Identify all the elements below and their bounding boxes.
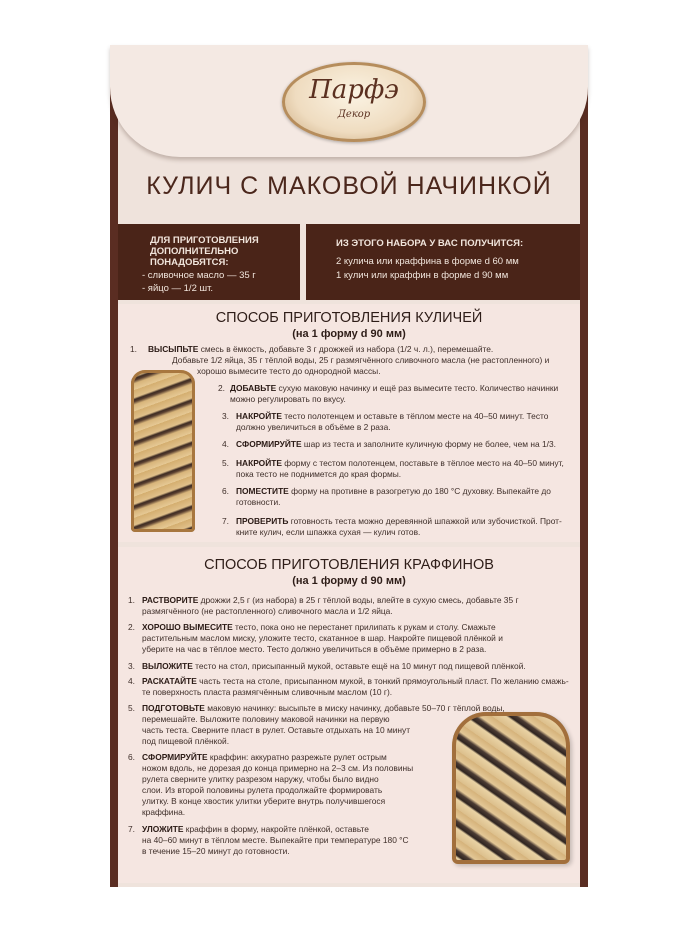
- step-number: 1.: [128, 595, 135, 605]
- kulich-step-6-line-1: [236, 486, 551, 497]
- kulich-heading: СПОСОБ ПРИГОТОВЛЕНИЯ КУЛИЧЕЙ: [215, 310, 483, 326]
- step-text: часть теста на столе, присыпанном мукой, в тонкий прямоугольный пласт. По желанию смажь-: [196, 676, 569, 686]
- yield-block: [306, 224, 580, 300]
- ingredients-needed-block: [118, 224, 300, 300]
- step-text: шар из теста и заполните куличную форму не более, чем на 1/3.: [301, 439, 556, 449]
- step-verb: РАСТВОРИТЕ: [142, 595, 199, 605]
- kraffin-subheading: (на 1 форму d 90 мм): [292, 575, 406, 587]
- step-number: 6.: [128, 752, 135, 762]
- step-text: сухую маковую начинку и ещё раз вымесите тесто. Количество начинки: [276, 383, 559, 393]
- kulich-bread-photo: [131, 370, 195, 532]
- step-text: краффин: аккуратно разрежьте рулет острым: [207, 752, 387, 762]
- kraffin-step-7-line-1: [142, 824, 369, 835]
- kraffin-step-7-line-3: в течение 15–20 минут до готовности.: [142, 846, 290, 856]
- kulich-subheading: (на 1 форму d 90 мм): [292, 328, 406, 340]
- step-number: 4.: [128, 676, 135, 686]
- kulich-step-4-line-1: [236, 439, 556, 450]
- step-number: 2.: [128, 622, 135, 632]
- kraffin-step-2-line-3: уберите на час в тёплое место. Тесто должно увеличиться в объёме примерно в 2 раза.: [142, 644, 487, 654]
- step-text: форму с тестом полотенцем, поставьте в тёплое место на 40–50 минут,: [281, 458, 564, 468]
- step-verb: ДОБАВЬТЕ: [230, 383, 277, 393]
- box-side-left: [110, 45, 118, 887]
- kraffin-bread-photo: [452, 712, 570, 864]
- step-text: маковую начинку: высыпьте в миску начинку, добавьте 50–70 г тёплой воды,: [204, 703, 505, 713]
- kraffin-step-6-line-4: слои. Из второй половины рулета продолжайте формировать: [142, 785, 383, 795]
- product-title: КУЛИЧ С МАКОВОЙ НАЧИНКОЙ: [146, 172, 552, 200]
- step-verb: РАСКАТАЙТЕ: [142, 676, 197, 686]
- step-number: 5.: [128, 703, 135, 713]
- step-number: 5.: [222, 458, 229, 468]
- kraffin-step-6-line-2: ножом вдоль, не дорезая до конца примерно на 2–3 см. Из половины: [142, 763, 414, 773]
- kulich-step-5-line-2: пока тесто не поднимется до края формы.: [236, 469, 402, 479]
- step-text: тесто на стол, присыпанный мукой, оставьте ещё на 10 минут под пищевой плёнкой.: [192, 661, 526, 671]
- step-verb: ПРОВЕРИТЬ: [236, 516, 289, 526]
- step-text: тесто полотенцем и оставьте в тёплом месте на 40–50 минут. Тесто: [281, 411, 549, 421]
- kraffin-step-5-line-2: перемешайте. Выложите половину маковой начинки на первую: [142, 714, 390, 724]
- step-verb: НАКРОЙТЕ: [236, 411, 282, 421]
- needed-heading-line-2: ДОПОЛНИТЕЛЬНО: [150, 246, 239, 257]
- kulich-step-7-line-1: [236, 516, 562, 527]
- step-verb: ПОМЕСТИТЕ: [236, 486, 289, 496]
- kraffin-step-2-line-2: растительным маслом миску, уложите тесто, скатанное в шар. Накройте пищевой плёнкой и: [142, 633, 503, 643]
- step-number: 3.: [128, 661, 135, 671]
- needed-heading-line-1: ДЛЯ ПРИГОТОВЛЕНИЯ: [150, 235, 259, 246]
- needed-heading-line-3: ПОНАДОБЯТСЯ:: [150, 257, 229, 268]
- kraffin-step-5-line-4: под пищевой плёнкой.: [142, 736, 230, 746]
- step-text: смесь в ёмкость, добавьте 3 г дрожжей из набора (1/2 ч. л.), перемешайте.: [198, 344, 494, 354]
- step-text: краффин в форму, накройте плёнкой, оставьте: [183, 824, 369, 834]
- step-verb: СФОРМИРУЙТЕ: [236, 439, 302, 449]
- kulich-step-5-line-1: [236, 458, 564, 469]
- kraffin-step-4-line-2: те поверхность пласта размягчённым сливочным маслом (10 г).: [142, 687, 393, 697]
- logo-sub-text: Декор: [337, 109, 371, 120]
- kraffin-step-6-line-5: улитку. В конце хвостик улитки уберите внутрь получившегося: [142, 796, 386, 806]
- step-number: 7.: [222, 516, 229, 526]
- kraffin-step-1-line-2: размягчённого (не растопленного) сливочного масла и 1/2 яйца.: [142, 606, 393, 616]
- kulich-step-1-line-2: Добавьте 1/2 яйца, 35 г тёплой воды, 25 г размягчённого сливочного масла (не растопленного) и: [172, 355, 550, 365]
- kraffin-step-1-line-1: [142, 595, 519, 606]
- kraffin-step-6-line-1: [142, 752, 387, 763]
- step-number: 1.: [130, 344, 137, 354]
- step-verb: УЛОЖИТЕ: [142, 824, 184, 834]
- kulich-step-6-line-2: готовности.: [236, 497, 281, 507]
- kraffin-heading: СПОСОБ ПРИГОТОВЛЕНИЯ КРАФФИНОВ: [204, 557, 494, 573]
- kulich-step-2-line-1: [230, 383, 558, 394]
- kraffin-step-3-line-1: [142, 661, 526, 672]
- step-text: готовность теста можно деревянной шпажкой или зубочисткой. Прот-: [288, 516, 562, 526]
- step-number: 7.: [128, 824, 135, 834]
- kraffin-step-5-line-3: часть теста. Сверните пласт в рулет. Оставьте отдыхать на 10 минут: [142, 725, 411, 735]
- step-verb: ВЫЛОЖИТЕ: [142, 661, 193, 671]
- step-verb: СФОРМИРУЙТЕ: [142, 752, 208, 762]
- kulich-step-3-line-2: должно увеличиться в объёме в 2 раза.: [236, 422, 391, 432]
- step-text: форму на противне в разогретую до 180 °С духовку. Выпекайте до: [288, 486, 551, 496]
- step-text: дрожжи 2,5 г (из набора) в 25 г тёплой воды, влейте в сухую смесь, добавьте 35 г: [198, 595, 519, 605]
- brand-logo: [282, 62, 426, 142]
- step-verb: ХОРОШО ВЫМЕСИТЕ: [142, 622, 233, 632]
- step-verb: ПОДГОТОВЬТЕ: [142, 703, 205, 713]
- kraffin-step-5-line-1: [142, 703, 505, 714]
- kraffin-step-6-line-6: краффина.: [142, 807, 186, 817]
- kulich-step-7-line-2: кните кулич, если шпажка сухая — кулич готов.: [236, 527, 421, 537]
- kulich-step-1-line-3: хорошо вымесите тесто до однородной массы.: [197, 366, 381, 376]
- step-number: 6.: [222, 486, 229, 496]
- step-verb: НАКРОЙТЕ: [236, 458, 282, 468]
- needed-item: - яйцо — 1/2 шт.: [142, 283, 214, 294]
- step-number: 3.: [222, 411, 229, 421]
- kulich-step-2-line-2: можно регулировать по вкусу.: [230, 394, 346, 404]
- yield-item: 2 кулича или краффина в форме d 60 мм: [336, 256, 519, 267]
- kulich-step-1-line-1: [148, 344, 493, 355]
- box-side-right: [580, 45, 588, 887]
- kraffin-step-2-line-1: [142, 622, 496, 633]
- step-number: 2.: [218, 383, 225, 393]
- yield-item: 1 кулич или краффин в форме d 90 мм: [336, 270, 509, 281]
- needed-item: - сливочное масло — 35 г: [142, 270, 256, 281]
- kraffin-step-4-line-1: [142, 676, 569, 687]
- step-number: 4.: [222, 439, 229, 449]
- kraffin-step-6-line-3: рулета сверните улитку разрезом наружу, чтобы было видно: [142, 774, 379, 784]
- kraffin-step-7-line-2: на 40–60 минут в тёплом месте. Выпекайте при температуре 180 °С: [142, 835, 409, 845]
- step-text: тесто, пока оно не перестанет прилипать к рукам и столу. Смажьте: [232, 622, 496, 632]
- step-verb: ВЫСЫПЬТЕ: [148, 344, 199, 354]
- yield-heading: ИЗ ЭТОГО НАБОРА У ВАС ПОЛУЧИТСЯ:: [336, 238, 524, 249]
- logo-main-text: Парфэ: [309, 75, 399, 105]
- kulich-step-3-line-1: [236, 411, 548, 422]
